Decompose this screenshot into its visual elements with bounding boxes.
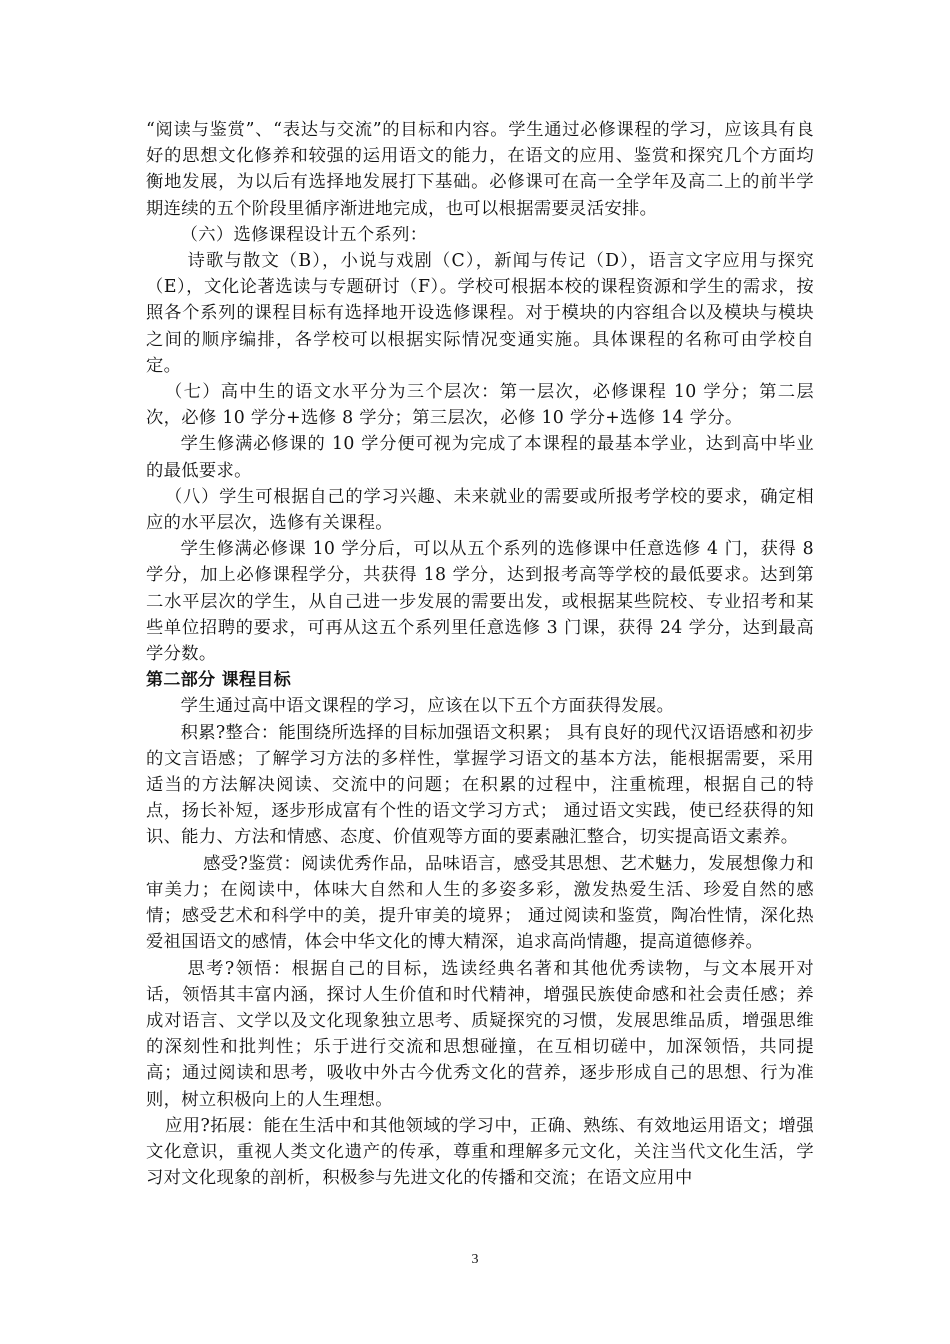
- paragraph-thinking-insight: 思考?领悟：根据自己的目标，选读经典名著和其他优秀读物，与文本展开对话，领悟其丰富内涵，探讨人生价值和时代精神，增强民族使命感和社会责任感；养成对语言、文学以及文化现象独立思考、质疑探究的习惯，发展思维品质，增强思维的深刻性和批判性；乐于进行交流和思想碰撞，在互相切磋中，加深领悟，共同提高；通过阅读和思考，吸收中外古今优秀文化的营养，逐步形成自己的思想、行为准则，树立积极向上的人生理想。: [146, 958, 814, 1110]
- page-number: 3: [471, 1252, 479, 1267]
- paragraph-section-8-choice: （八）学生可根据自己的学习兴趣、未来就业的需要或所报考学校的要求，确定相应的水平层次，选修有关课程。: [146, 486, 814, 534]
- paragraph-application-extension: 应用?拓展：能在生活中和其他领域的学习中，正确、熟练、有效地运用语文；增强文化意识，重视人类文化遗产的传承，尊重和理解多元文化，关注当代文化生活，学习对文化现象的剖析，积极参与先进文化的传播和交流；在语文应用中: [146, 1115, 814, 1189]
- paragraph-basic-credits: 学生修满必修课的 10 学分便可视为完成了本课程的最基本学业，达到高中毕业的最低要求。: [146, 434, 814, 481]
- document-body: [146, 117, 814, 1191]
- paragraph-section-7-levels: （七）高中生的语文水平分为三个层次：第一层次，必修课程 10 学分；第二层次，必修 10 学分+选修 8 学分；第三层次，必修 10 学分+选修 14 学分。: [146, 382, 814, 429]
- paragraph-perception-appreciation: 感受?鉴赏：阅读优秀作品，品味语言，感受其思想、艺术魅力，发展想像力和审美力；在阅读中，体味大自然和人生的多姿多彩，激发热爱生活、珍爱自然的感情；感受艺术和科学中的美，提升审美的境界； 通过阅读和鉴赏，陶冶性情，深化热爱祖国语文的感情，体会中华文化的博大精深，追求高尚情趣，提高道德修养。: [146, 853, 814, 953]
- paragraph-required-course-goals: “阅读与鉴赏”、“表达与交流”的目标和内容。学生通过必修课程的学习，应该具有良好的思想文化修养和较强的运用语文的能力，在语文的应用、鉴赏和探究几个方面均衡地发展，为以后有选择地发展打下基础。必修课可在高一全学年及高二上的前半学期连续的五个阶段里循序渐进地完成，也可以根据需要灵活安排。: [146, 120, 814, 219]
- paragraph-credit-requirements: 学生修满必修课 10 学分后，可以从五个系列的选修课中任意选修 4 门，获得 8 学分，加上必修课程学分，共获得 18 学分，达到报考高等学校的最低要求。达到第二水平层次的学生，从自己进一步发展的需要出发，或根据某些院校、专业招考和某些单位招聘的要求，可再从这五个系列里任意选修 3 门课，获得 24 学分，达到最高学分数。: [146, 539, 814, 665]
- paragraph-elective-series: 诗歌与散文（B），小说与戏剧（C），新闻与传记（D），语言文字应用与探究（E），文化论著选读与专题研讨（F）。学校可根据本校的课程资源和学生的需求，按照各个系列的课程目标有选择地开设选修课程。对于模块的内容组合以及模块与模块之间的顺序编排，各学校可以根据实际情况变通实施。具体课程的名称可由学校自定。: [146, 251, 814, 376]
- paragraph-five-aspects-intro: 学生通过高中语文课程的学习，应该在以下五个方面获得发展。: [180, 696, 675, 717]
- paragraph-accumulation-integration: 积累?整合：能围绕所选择的目标加强语文积累； 具有良好的现代汉语语感和初步的文言语感；了解学习方法的多样性，掌握学习语文的基本方法，能根据需要，采用适当的方法解决阅读、交流中的问题；在积累的过程中，注重梳理，根据自己的特点，扬长补短，逐步形成富有个性的语文学习方式； 通过语文实践，使已经获得的知识、能力、方法和情感、态度、价值观等方面的要素融汇整合，切实提高语文素养。: [146, 722, 814, 848]
- paragraph-section-6-title: （六）选修课程设计五个系列：: [180, 224, 428, 245]
- section-heading: 第二部分 课程目标: [146, 670, 292, 691]
